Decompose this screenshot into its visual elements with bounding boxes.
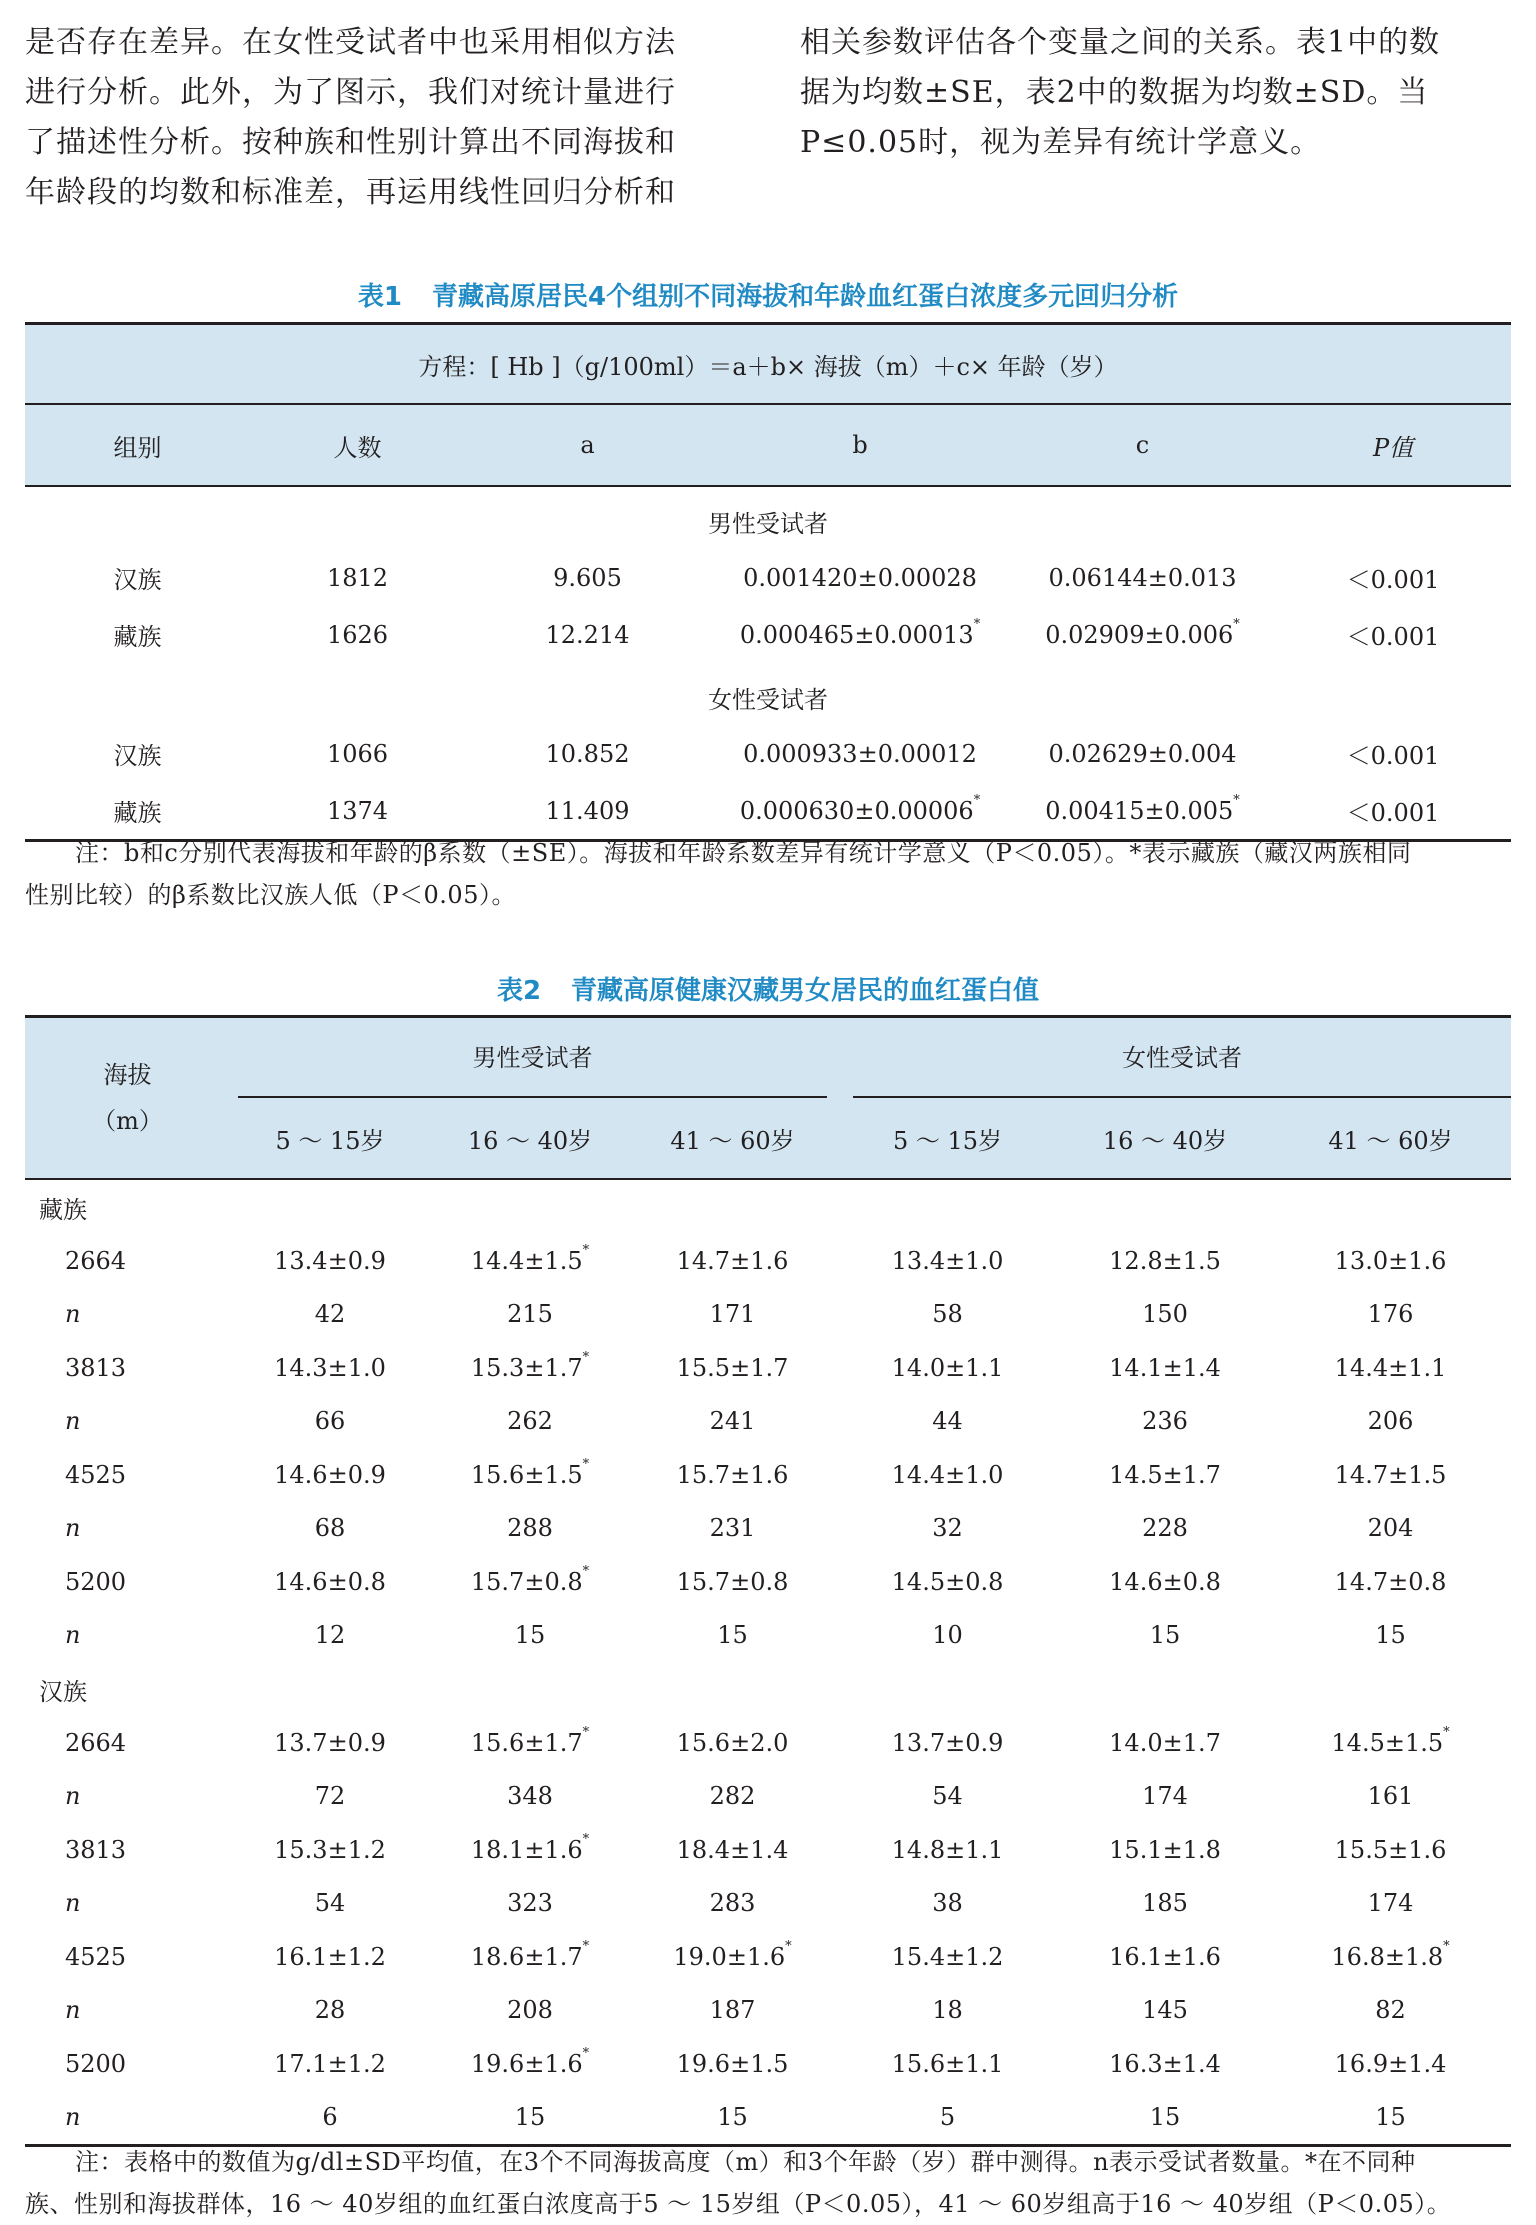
table-row <box>25 1234 1511 1288</box>
hb-cell <box>1270 1234 1511 1288</box>
n-cell: 204 <box>1367 1514 1414 1543</box>
hb-cell-value: 14.5±0.8 <box>891 1567 1004 1596</box>
table-row <box>25 1984 1511 2038</box>
altitude-cell: 3813 <box>65 1353 127 1382</box>
n-cell: 174 <box>1142 1782 1188 1811</box>
hb-cell <box>1270 2037 1511 2091</box>
n-cell: 66 <box>314 1407 346 1436</box>
table-row <box>25 1395 1511 1449</box>
n-cell: 187 <box>709 1996 756 2025</box>
n-cell: 15 <box>1060 2091 1270 2146</box>
n-cell: 145 <box>1142 1996 1188 2025</box>
table-row <box>25 1770 1511 1824</box>
hb-cell-value: 12.8±1.5 <box>1109 1246 1221 1275</box>
hb-cell <box>630 1555 835 1609</box>
hb-cell <box>1060 1716 1270 1770</box>
significance-marker: * <box>973 616 981 632</box>
hb-cell-value: 14.7±1.5 <box>1334 1460 1447 1489</box>
table2-note-line: 族、性别和海拔群体，16 ～ 40岁组的血红蛋白浓度高于5 ～ 15岁组（P＜0.05），41 ～ 60岁组高于16 ～ 40岁组（P＜0.05）。 <box>25 2190 1452 2218</box>
hb-cell-value: 19.6±1.5 <box>676 2049 789 2078</box>
altitude-cell: 2664 <box>65 1728 127 1757</box>
hb-cell-value: 15.6±1.5 <box>470 1460 583 1489</box>
hb-cell <box>230 1555 430 1609</box>
n-cell: 54 <box>932 1782 963 1811</box>
n-cell: 282 <box>709 1782 756 1811</box>
table2-altitude-header <box>25 1017 230 1180</box>
intro-line: 据为均数±SE，表2中的数据为均数±SD。当 <box>800 75 1429 110</box>
table1-title: 青藏高原居民4个组别不同海拔和年龄血红蛋白浓度多元回归分析 <box>432 282 1179 312</box>
n-label-cell: n <box>65 1996 81 2025</box>
table1-note-line: 性别比较）的β系数比汉族人低（P＜0.05）。 <box>25 881 516 909</box>
table2-note <box>25 2141 1511 2225</box>
b-cell <box>710 549 1010 606</box>
hb-cell <box>430 1448 630 1502</box>
altitude-header-unit: （m） <box>92 1107 163 1135</box>
count-cell: 1066 <box>326 739 389 768</box>
intro-line: 相关参数评估各个变量之间的关系。表1中的数 <box>800 25 1441 60</box>
count-cell: 1812 <box>326 563 389 592</box>
significance-marker: * <box>582 1349 590 1365</box>
altitude-cell: 5200 <box>65 2049 127 2078</box>
hb-cell-value: 13.0±1.6 <box>1334 1246 1447 1275</box>
hb-cell <box>1060 1930 1270 1984</box>
hb-cell-value: 14.8±1.1 <box>891 1835 1004 1864</box>
hb-cell-value: 15.7±0.8 <box>470 1567 583 1596</box>
n-cell: 6 <box>230 2091 430 2146</box>
hb-cell-value: 15.1±1.8 <box>1109 1835 1221 1864</box>
hb-cell-value: 15.7±0.8 <box>676 1567 789 1596</box>
table1-header-cell: 人数 <box>333 433 382 462</box>
table-row <box>25 606 1511 663</box>
hb-cell-value: 14.4±1.5 <box>470 1246 583 1275</box>
a-cell: 9.605 <box>553 563 622 592</box>
hb-cell <box>630 1448 835 1502</box>
hb-cell <box>835 1234 1060 1288</box>
hb-cell <box>835 1341 1060 1395</box>
hb-cell <box>230 1341 430 1395</box>
hb-cell <box>230 1234 430 1288</box>
n-label-cell: n <box>65 1782 81 1811</box>
p-cell: ＜0.001 <box>1346 742 1440 770</box>
table1-header-cell: a <box>580 431 595 459</box>
n-cell: 15 <box>1270 2091 1511 2146</box>
n-cell: 54 <box>314 1889 346 1918</box>
hb-cell <box>430 1930 630 1984</box>
n-cell: 15 <box>717 1621 748 1650</box>
count-cell: 1626 <box>326 620 389 649</box>
significance-marker: * <box>1233 792 1240 808</box>
hb-cell-value: 15.6±1.7 <box>470 1728 583 1757</box>
age-group-header: 41 ～ 60岁 <box>1328 1126 1453 1155</box>
table1 <box>25 322 1511 842</box>
table1-header-cell: b <box>852 431 868 459</box>
hb-cell <box>1060 1448 1270 1502</box>
b-cell-value: 0.000465±0.00013 <box>739 620 974 649</box>
altitude-cell: 2664 <box>65 1246 127 1275</box>
n-cell: 15 <box>1375 1621 1406 1650</box>
hb-cell <box>230 1716 430 1770</box>
hb-cell <box>630 1930 835 1984</box>
hb-cell <box>230 2037 430 2091</box>
hb-cell-value: 14.6±0.9 <box>274 1460 386 1489</box>
hb-cell <box>230 1448 430 1502</box>
table2-note-line: 注：表格中的数值为g/dl±SD平均值，在3个不同海拔高度（m）和3个年龄（岁）群中测得。n表示受试者数量。*在不同种 <box>75 2148 1416 2176</box>
n-cell: 38 <box>932 1889 963 1918</box>
n-cell: 72 <box>314 1782 346 1811</box>
hb-cell <box>835 1448 1060 1502</box>
table-row <box>25 1716 1511 1770</box>
hb-cell-value: 16.1±1.2 <box>274 1942 386 1971</box>
table-row <box>25 1502 1511 1556</box>
age-group-header: 16 ～ 40岁 <box>1102 1126 1228 1155</box>
n-cell: 18 <box>932 1996 963 2025</box>
b-cell-value: 0.000933±0.00012 <box>743 739 977 768</box>
hb-cell <box>835 1930 1060 1984</box>
hb-cell-value: 13.4±0.9 <box>274 1246 386 1275</box>
n-cell: 283 <box>709 1889 756 1918</box>
table-row <box>25 1555 1511 1609</box>
n-cell: 68 <box>314 1514 346 1543</box>
table2-title: 青藏高原健康汉藏男女居民的血红蛋白值 <box>571 976 1040 1006</box>
altitude-cell: 3813 <box>65 1835 127 1864</box>
significance-marker: * <box>582 1242 590 1258</box>
n-cell: 323 <box>507 1889 553 1918</box>
hb-cell-value: 16.3±1.4 <box>1109 2049 1221 2078</box>
intro-line: 年龄段的均数和标准差，再运用线性回归分析和 <box>25 175 676 210</box>
table2-group-row <box>25 1179 1511 1234</box>
n-cell: 28 <box>314 1996 346 2025</box>
c-cell-value: 0.02909±0.006 <box>1045 620 1234 649</box>
significance-marker: * <box>582 1563 590 1579</box>
hb-cell <box>430 1555 630 1609</box>
n-cell: 236 <box>1142 1407 1188 1436</box>
n-cell: 208 <box>507 1996 553 2025</box>
table-row <box>25 549 1511 606</box>
n-cell: 348 <box>507 1782 553 1811</box>
table1-caption <box>0 276 1536 313</box>
hb-cell-value: 13.7±0.9 <box>891 1728 1004 1757</box>
n-cell: 161 <box>1367 1782 1414 1811</box>
b-cell-value: 0.000630±0.00006 <box>739 796 974 825</box>
significance-marker: * <box>582 1724 590 1740</box>
n-cell: 10 <box>932 1621 963 1650</box>
hb-cell <box>1060 1823 1270 1877</box>
table1-section-row <box>25 486 1511 549</box>
male-header-label: 男性受试者 <box>472 1044 593 1072</box>
c-cell <box>1010 725 1275 782</box>
hb-cell-value: 15.6±2.0 <box>676 1728 789 1757</box>
table-row <box>25 1877 1511 1931</box>
hb-cell-value: 14.0±1.7 <box>1109 1728 1221 1757</box>
significance-marker: * <box>785 1938 792 1954</box>
n-cell: 15 <box>630 2091 835 2146</box>
hb-cell <box>1270 1555 1511 1609</box>
table-row <box>25 1448 1511 1502</box>
hb-cell-value: 15.5±1.6 <box>1334 1835 1447 1864</box>
hb-cell <box>430 1716 630 1770</box>
hb-cell-value: 15.7±1.6 <box>676 1460 789 1489</box>
table1-note <box>25 832 1511 916</box>
n-cell: 15 <box>514 1621 546 1650</box>
hb-cell-value: 13.4±1.0 <box>891 1246 1004 1275</box>
hb-cell <box>1270 1341 1511 1395</box>
intro-line: 是否存在差异。在女性受试者中也采用相似方法 <box>25 25 676 60</box>
p-cell: ＜0.001 <box>1275 782 1511 841</box>
table1-header-cell: P值 <box>1372 433 1414 462</box>
n-label-cell: n <box>65 1514 81 1543</box>
hb-cell-value: 16.8±1.8 <box>1331 1942 1444 1971</box>
p-cell: ＜0.001 <box>1346 566 1440 594</box>
hb-cell <box>1060 1555 1270 1609</box>
hb-cell <box>1060 1341 1270 1395</box>
n-label-cell: n <box>65 1889 81 1918</box>
n-cell: 262 <box>507 1407 553 1436</box>
significance-marker: * <box>973 792 981 808</box>
a-cell: 11.409 <box>465 782 710 841</box>
n-cell: 185 <box>1142 1889 1188 1918</box>
hb-cell-value: 14.6±0.8 <box>1109 1567 1221 1596</box>
count-cell: 1374 <box>250 782 465 841</box>
hb-cell-value: 14.4±1.1 <box>1334 1353 1447 1382</box>
n-cell: 288 <box>507 1514 553 1543</box>
significance-marker: * <box>1443 1938 1450 1954</box>
age-group-header: 41 ～ 60岁 <box>670 1126 795 1155</box>
significance-marker: * <box>1443 1724 1450 1740</box>
n-label-cell: n <box>65 1621 81 1650</box>
hb-cell <box>630 1341 835 1395</box>
c-cell <box>1010 549 1275 606</box>
hb-cell-value: 18.4±1.4 <box>676 1835 789 1864</box>
intro-line: 了描述性分析。按种族和性别计算出不同海拔和 <box>25 125 676 160</box>
n-cell: 231 <box>709 1514 756 1543</box>
ethnic-group-label: 汉族 <box>39 1677 87 1706</box>
table1-header-row <box>25 404 1511 486</box>
hb-cell-value: 14.1±1.4 <box>1109 1353 1221 1382</box>
intro-line: P≤0.05时，视为差异有统计学意义。 <box>800 125 1322 160</box>
table2-group-row <box>25 1662 1511 1716</box>
significance-marker: * <box>582 1831 590 1847</box>
hb-cell <box>430 1234 630 1288</box>
hb-cell-value: 15.5±1.7 <box>676 1353 789 1382</box>
hb-cell <box>630 1234 835 1288</box>
n-cell: 12 <box>314 1621 346 1650</box>
altitude-cell: 4525 <box>65 1942 127 1971</box>
table1-number: 表1 <box>357 282 402 312</box>
hb-cell-value: 14.6±0.8 <box>274 1567 386 1596</box>
hb-cell-value: 14.7±1.6 <box>676 1246 789 1275</box>
table2 <box>25 1015 1511 2147</box>
hb-cell <box>835 1716 1060 1770</box>
table1-header-cell: 组别 <box>113 433 162 462</box>
hb-cell <box>835 1823 1060 1877</box>
hb-cell <box>630 1823 835 1877</box>
hb-cell <box>835 1555 1060 1609</box>
table-row <box>25 1341 1511 1395</box>
a-cell: 12.214 <box>545 620 630 649</box>
a-cell: 10.852 <box>545 739 630 768</box>
table-row <box>25 2037 1511 2091</box>
table2-female-header <box>835 1017 1511 1099</box>
c-cell-value: 0.00415±0.005 <box>1045 796 1234 825</box>
n-cell: 174 <box>1367 1889 1414 1918</box>
n-cell: 241 <box>709 1407 756 1436</box>
table2-age-row <box>25 1098 1511 1179</box>
intro-right-column <box>800 18 1515 168</box>
hb-cell <box>835 2037 1060 2091</box>
group-cell: 汉族 <box>113 742 162 770</box>
hb-cell <box>630 1716 835 1770</box>
table1-section-label: 女性受试者 <box>708 685 829 714</box>
table1-section-label: 男性受试者 <box>708 509 829 538</box>
n-cell: 58 <box>932 1300 963 1329</box>
intro-line: 进行分析。此外，为了图示，我们对统计量进行 <box>25 75 676 110</box>
table1-equation-row <box>25 324 1511 405</box>
altitude-cell: 5200 <box>65 1567 127 1596</box>
n-cell: 15 <box>430 2091 630 2146</box>
hb-cell <box>430 1823 630 1877</box>
n-label-cell: n <box>65 1300 81 1329</box>
hb-cell <box>1060 1234 1270 1288</box>
age-group-header: 5 ～ 15岁 <box>892 1126 1003 1155</box>
age-group-header: 5 ～ 15岁 <box>275 1126 385 1155</box>
table1-equation: 方程：[ Hb ]（g/100ml）＝a＋b× 海拔（m）＋c× 年龄（岁） <box>25 324 1511 405</box>
n-cell: 215 <box>507 1300 553 1329</box>
altitude-header-line: 海拔 <box>103 1061 152 1089</box>
hb-cell <box>1270 1930 1511 1984</box>
n-cell: 150 <box>1142 1300 1188 1329</box>
significance-marker: * <box>582 1938 590 1954</box>
n-cell: 228 <box>1142 1514 1188 1543</box>
hb-cell-value: 16.1±1.6 <box>1109 1942 1221 1971</box>
b-cell <box>710 606 1010 663</box>
hb-cell-value: 14.7±0.8 <box>1334 1567 1447 1596</box>
table2-header-row <box>25 1017 1511 1099</box>
table-row <box>25 2091 1511 2146</box>
hb-cell-value: 19.6±1.6 <box>470 2049 583 2078</box>
female-header-label: 女性受试者 <box>1122 1044 1243 1072</box>
hb-cell <box>1270 1448 1511 1502</box>
hb-cell-value: 19.0±1.6 <box>673 1942 786 1971</box>
hb-cell-value: 17.1±1.2 <box>274 2049 386 2078</box>
p-cell: ＜0.001 <box>1346 623 1440 651</box>
n-cell: 15 <box>1149 1621 1181 1650</box>
n-cell: 171 <box>709 1300 756 1329</box>
n-cell: 206 <box>1367 1407 1414 1436</box>
hb-cell <box>630 2037 835 2091</box>
table-row <box>25 1930 1511 1984</box>
hb-cell-value: 15.3±1.7 <box>470 1353 583 1382</box>
ethnic-group-label: 藏族 <box>39 1195 87 1224</box>
hb-cell <box>1270 1716 1511 1770</box>
hb-cell-value: 13.7±0.9 <box>274 1728 386 1757</box>
c-cell-value: 0.06144±0.013 <box>1048 563 1237 592</box>
hb-cell <box>1060 2037 1270 2091</box>
table2-caption <box>0 970 1536 1007</box>
hb-cell <box>430 1341 630 1395</box>
n-cell: 176 <box>1367 1300 1414 1329</box>
table2-male-header <box>230 1017 835 1099</box>
b-cell-value: 0.001420±0.00028 <box>743 563 977 592</box>
hb-cell <box>230 1823 430 1877</box>
b-cell <box>710 725 1010 782</box>
table-row <box>25 1823 1511 1877</box>
n-label-cell: n <box>65 1407 81 1436</box>
n-cell: 42 <box>314 1300 346 1329</box>
table-row <box>25 725 1511 782</box>
hb-cell-value: 18.1±1.6 <box>470 1835 583 1864</box>
group-cell: 藏族 <box>25 782 250 841</box>
n-cell: 82 <box>1375 1996 1406 2025</box>
table-row <box>25 1609 1511 1663</box>
intro-text <box>25 18 1511 228</box>
significance-marker: * <box>1233 616 1240 632</box>
hb-cell-value: 15.6±1.1 <box>891 2049 1004 2078</box>
table1-header-cell: c <box>1135 431 1150 459</box>
table2-number: 表2 <box>496 976 542 1006</box>
group-cell: 藏族 <box>113 623 162 651</box>
c-cell <box>1010 606 1275 663</box>
table1-section-row <box>25 663 1511 725</box>
hb-cell-value: 15.3±1.2 <box>274 1835 386 1864</box>
hb-cell-value: 18.6±1.7 <box>470 1942 583 1971</box>
significance-marker: * <box>582 1456 590 1472</box>
hb-cell-value: 16.9±1.4 <box>1334 2049 1447 2078</box>
n-label-cell: n <box>25 2091 230 2146</box>
n-cell: 44 <box>932 1407 963 1436</box>
significance-marker: * <box>582 2045 590 2061</box>
hb-cell <box>1270 1823 1511 1877</box>
hb-cell-value: 14.4±1.0 <box>891 1460 1004 1489</box>
table-row <box>25 1288 1511 1342</box>
hb-cell <box>430 2037 630 2091</box>
hb-cell-value: 14.5±1.5 <box>1331 1728 1444 1757</box>
c-cell-value: 0.02629±0.004 <box>1048 739 1237 768</box>
n-cell: 32 <box>932 1514 963 1543</box>
group-cell: 汉族 <box>113 566 162 594</box>
hb-cell-value: 14.3±1.0 <box>274 1353 386 1382</box>
n-cell: 5 <box>835 2091 1060 2146</box>
table1-note-line: 注：b和c分别代表海拔和年龄的β系数（±SE）。海拔和年龄系数差异有统计学意义（P＜0.05）。*表示藏族（藏汉两族相同 <box>75 839 1412 867</box>
hb-cell-value: 14.0±1.1 <box>891 1353 1004 1382</box>
altitude-cell: 4525 <box>65 1460 127 1489</box>
intro-left-column <box>25 18 740 218</box>
hb-cell-value: 14.5±1.7 <box>1109 1460 1221 1489</box>
age-group-header: 16 ～ 40岁 <box>467 1126 593 1155</box>
hb-cell-value: 15.4±1.2 <box>891 1942 1004 1971</box>
hb-cell <box>230 1930 430 1984</box>
